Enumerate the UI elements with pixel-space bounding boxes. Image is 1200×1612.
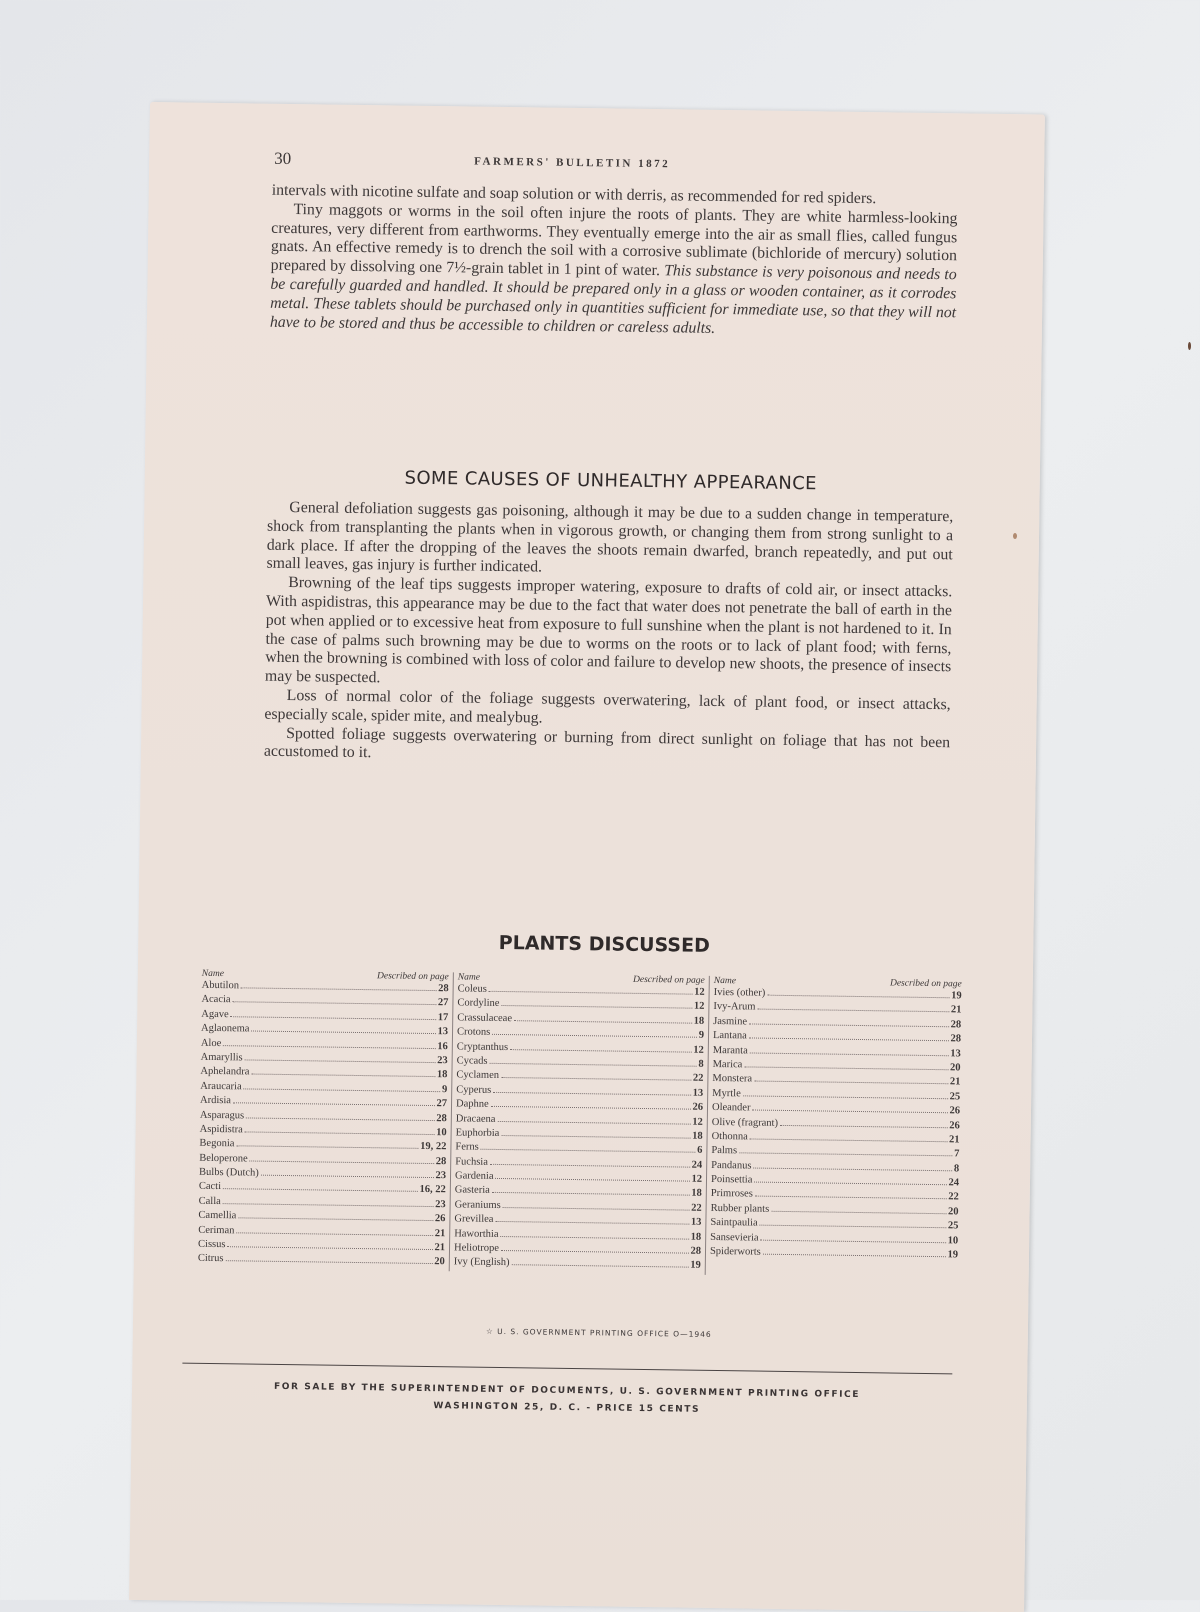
plant-name: Aloe — [200, 1037, 222, 1049]
page-ref: 28 — [436, 1112, 447, 1124]
page-ref: 26 — [434, 1213, 446, 1225]
leader-dots — [760, 1225, 946, 1229]
page-ref: 18 — [691, 1188, 702, 1200]
plant-name: Lantana — [712, 1030, 747, 1042]
page-ref: 16, 22 — [419, 1184, 446, 1196]
leader-dots — [501, 1236, 689, 1240]
leader-dots — [510, 1049, 691, 1053]
page-ref: 26 — [949, 1105, 961, 1117]
plant-name: Crassulaceae — [457, 1012, 513, 1024]
page-ref: 12 — [693, 1044, 704, 1056]
plant-name: Euphorbia — [455, 1127, 500, 1139]
plant-name: Poinsettia — [710, 1174, 753, 1186]
intro-paragraph: intervals with nicotine sulfate and soap solution or with derris, as recommended for red spiders. — [271, 181, 877, 208]
page-ref: 7 — [954, 1148, 960, 1160]
plant-name: Spiderworts — [709, 1245, 761, 1258]
plant-name: Beloperone — [199, 1152, 248, 1165]
leader-dots — [495, 1178, 689, 1182]
page-ref: 23 — [435, 1170, 447, 1182]
plant-name: Calla — [198, 1195, 221, 1207]
plant-name: Cyperus — [456, 1084, 492, 1096]
leader-dots — [223, 1203, 433, 1207]
plant-name: Agave — [201, 1008, 229, 1020]
page-ref: 23 — [435, 1198, 446, 1211]
leader-dots — [501, 1135, 690, 1139]
plant-name: Ceriman — [198, 1224, 235, 1236]
leader-dots — [749, 1038, 949, 1042]
page-ref: 24 — [948, 1177, 960, 1189]
leader-dots — [225, 1261, 432, 1265]
leader-dots — [245, 1131, 434, 1135]
leader-dots — [501, 1005, 691, 1009]
name-column-label: Name — [201, 968, 225, 980]
leader-dots — [241, 987, 436, 991]
causes-paragraph: Browning of the leaf tips suggests improper watering, exposure to drafts of cold air, or insect attacks. With aspidistras, this appearance may be due to the fact that water does not penetrate the ball of earth in the pot when applied or to excessive heat from exposure to full sunshine when the plant is not hardened to it. In the case of palms such browning may be due to worms on the roots or to lack of plant food; with ferns, when the browning is combined with loss of color and failure to develop new shoots, the presence of insects may be suspected. — [264, 574, 953, 687]
leader-dots — [261, 1175, 434, 1178]
leader-dots — [771, 1211, 946, 1214]
leader-dots — [780, 1124, 947, 1127]
leader-dots — [763, 1254, 946, 1258]
page-ref: 21 — [949, 1076, 961, 1088]
page-ref: 26 — [692, 1101, 704, 1113]
plant-name: Haworthia — [454, 1227, 499, 1240]
plant-name: Heliotrope — [453, 1242, 500, 1255]
index-entry — [454, 1257, 701, 1275]
sale-line-2: WASHINGTON 25, D. C. - PRICE 15 CENTS — [433, 1401, 701, 1415]
page-ref: 10 — [947, 1234, 959, 1247]
leader-dots — [250, 1160, 434, 1164]
index-column — [706, 976, 966, 1278]
leader-dots — [761, 1239, 946, 1243]
leader-dots — [233, 1102, 435, 1106]
page-ref: 27 — [437, 997, 449, 1009]
leader-dots — [245, 1059, 435, 1063]
leader-dots — [501, 1077, 691, 1081]
leader-dots — [514, 1020, 692, 1023]
leader-dots — [244, 1088, 440, 1092]
plant-name: Camellia — [198, 1210, 237, 1222]
page-ref: 23 — [437, 1055, 448, 1067]
leader-dots — [503, 1207, 689, 1211]
leader-dots — [754, 1182, 946, 1186]
page-ref: 28 — [438, 983, 449, 995]
page-ref: 28 — [435, 1155, 447, 1167]
plant-name: Araucaria — [200, 1080, 242, 1093]
page-ref: 18 — [693, 1015, 705, 1027]
paper-speck — [1188, 342, 1191, 350]
plant-name: Abutilon — [201, 979, 240, 992]
plant-name: Begonia — [199, 1138, 235, 1150]
page-ref: 19 — [951, 990, 962, 1002]
plant-name: Acacia — [201, 994, 231, 1006]
running-head: FARMERS' BULLETIN 1872 — [474, 155, 671, 171]
plant-name: Aphelandra — [200, 1066, 250, 1078]
causes-paragraph: Loss of normal color of the foliage suggests overwatering, lack of plant food, or insect attacks, especially scale, spider mite, and mealybug. — [264, 686, 951, 727]
page-ref: 19 — [690, 1260, 701, 1272]
leader-dots — [752, 1110, 947, 1114]
page-ref: 18 — [692, 1130, 703, 1142]
poison-warning: This substance is very poisonous and needs to be carefully guarded and handled. It should be prepared only in a glass or wooden container, as it corrodes metal. These tablets should be purchased only in quantities sufficient for immediate use, so that they will not have to be stored and thus be accessible to children or careless adults. — [269, 262, 957, 337]
plant-name: Gardenia — [454, 1170, 494, 1182]
plants-heading: PLANTS DISCUSSED — [498, 931, 710, 957]
page-column-label: Described on page — [632, 974, 705, 986]
leader-dots — [246, 1117, 434, 1121]
page-column-label: Described on page — [376, 971, 449, 983]
leader-dots — [223, 1045, 435, 1049]
plant-name: Grevillea — [454, 1213, 494, 1226]
plant-name: Othonna — [711, 1130, 748, 1143]
plant-name: Oleander — [711, 1102, 751, 1114]
plant-name: Aspidistra — [199, 1123, 243, 1136]
index-column — [194, 969, 454, 1271]
sale-line-1: FOR SALE BY THE SUPERINTENDENT OF DOCUMENTS, U. S. GOVERNMENT PRINTING OFFICE — [273, 1381, 861, 1401]
page-ref: 19, 22 — [420, 1141, 447, 1153]
plant-name: Fuchsia — [455, 1156, 488, 1168]
leader-dots — [481, 1149, 695, 1153]
plant-name: Asparagus — [199, 1109, 245, 1121]
sale-notice — [182, 1378, 952, 1423]
page-ref: 20 — [948, 1206, 959, 1218]
page-ref: 13 — [690, 1216, 702, 1229]
causes-paragraph: General defoliation suggests gas poisoning, although it may be due to a sudden change in temperature, shock from transplanting the plants when in vigorous growth, or changing them from strong sunlight to a dark place. If after the dropping of the leaves the shoots remain dwarfed, branch repeatedly, and put out small leaves, gas injury is further indicated. — [266, 498, 954, 576]
index-entry — [198, 1253, 445, 1271]
plant-name: Monstera — [712, 1073, 753, 1085]
leader-dots — [495, 1221, 688, 1225]
plant-name: Rubber plants — [710, 1202, 770, 1215]
page-ref: 22 — [692, 1073, 704, 1085]
page-ref: 26 — [949, 1119, 960, 1131]
index-column — [450, 972, 710, 1274]
page-ref: 25 — [949, 1090, 961, 1103]
leader-dots — [492, 1192, 690, 1196]
causes-text — [264, 499, 954, 772]
page-ref: 21 — [434, 1227, 446, 1239]
plant-name: Cacti — [198, 1181, 222, 1193]
plant-name: Ardisia — [199, 1094, 232, 1107]
plant-name: Gasteria — [454, 1184, 490, 1197]
plant-name: Jasmine — [713, 1015, 748, 1028]
index-entry — [710, 1246, 958, 1264]
page-ref: 12 — [693, 1001, 705, 1013]
leader-dots — [757, 1009, 948, 1013]
page-ref: 12 — [692, 1116, 703, 1128]
page-ref: 21 — [949, 1134, 960, 1146]
leader-dots — [755, 1196, 946, 1200]
leader-dots — [251, 1031, 435, 1035]
leader-dots — [489, 991, 692, 995]
page-ref: 22 — [948, 1191, 959, 1203]
leader-dots — [501, 1250, 689, 1254]
page-ref: 24 — [691, 1159, 703, 1171]
page-ref: 10 — [436, 1127, 447, 1139]
page-ref: 18 — [436, 1069, 448, 1081]
page-ref: 28 — [950, 1019, 962, 1031]
plant-name: Coleus — [457, 983, 487, 995]
page-ref: 28 — [950, 1033, 962, 1045]
page-ref: 18 — [690, 1231, 702, 1243]
leader-dots — [223, 1189, 418, 1193]
page-ref: 20 — [434, 1256, 445, 1268]
plant-name: Saintpaulia — [710, 1217, 758, 1229]
leader-dots — [492, 1034, 696, 1038]
page-ref: 27 — [436, 1098, 448, 1110]
footer-rule — [182, 1363, 952, 1375]
page-column-label: Described on page — [889, 978, 962, 990]
plant-name: Sansevieria — [710, 1231, 759, 1244]
plant-name: Ivy-Arum — [713, 1001, 756, 1013]
paper-speck — [1013, 533, 1017, 539]
leader-dots — [236, 1146, 418, 1150]
leader-dots — [754, 1081, 948, 1085]
fungus-gnat-paragraph — [270, 201, 958, 342]
bulletin-page — [129, 102, 1045, 1612]
leader-dots — [749, 1023, 949, 1027]
leader-dots — [739, 1153, 952, 1157]
plants-index — [194, 969, 968, 1279]
leader-dots — [744, 1066, 948, 1070]
leader-dots — [238, 1218, 433, 1222]
name-column-label: Name — [713, 975, 737, 987]
plant-name: Ferns — [455, 1141, 479, 1153]
fungus-gnat-text: Tiny maggots or worms in the soil often injure the roots of plants. They are white harmless-looking creatures, very different from earthworms. They eventually emerge into the air as small flies, called fungus gnats. An effective remedy is to drench the soil with a corrosive sublimate (bichloride of mercury) solution prepared by dissolving one 7½-grain tablet in 1 pint of water. — [270, 200, 958, 280]
leader-dots — [227, 1246, 432, 1250]
plant-name: Dracaena — [455, 1112, 496, 1125]
plant-name: Ivy (English) — [453, 1256, 510, 1269]
intro-text — [270, 182, 958, 342]
leader-dots — [753, 1167, 951, 1171]
page-ref: 13 — [692, 1087, 704, 1099]
leader-dots — [490, 1164, 690, 1168]
leader-dots — [750, 1138, 947, 1142]
causes-heading: SOME CAUSES OF UNHEALTHY APPEARANCE — [404, 467, 818, 495]
plant-name: Ivies (other) — [713, 986, 766, 999]
plant-name: Aglaonema — [200, 1022, 250, 1035]
leader-dots — [493, 1092, 690, 1096]
page-ref: 17 — [437, 1011, 449, 1024]
plant-name: Cissus — [197, 1238, 226, 1251]
leader-dots — [236, 1232, 432, 1236]
plant-name: Cryptanthus — [456, 1040, 509, 1053]
plant-name: Cyclamen — [456, 1069, 500, 1082]
page-ref: 13 — [950, 1047, 961, 1059]
page-ref: 8 — [698, 1058, 704, 1070]
plant-name: Crotons — [456, 1026, 491, 1039]
plant-name: Cycads — [456, 1055, 488, 1067]
page-ref: 21 — [434, 1242, 446, 1254]
leader-dots — [251, 1074, 435, 1078]
plant-name: Myrtle — [712, 1087, 741, 1100]
page-ref: 9 — [441, 1083, 448, 1095]
printing-office-imprint: ☆ U. S. GOVERNMENT PRINTING OFFICE O—1946 — [485, 1326, 712, 1339]
leader-dots — [490, 1063, 697, 1067]
page-ref: 22 — [691, 1202, 702, 1214]
leader-dots — [497, 1120, 690, 1124]
plant-name: Primroses — [710, 1188, 753, 1200]
leader-dots — [743, 1095, 948, 1099]
plant-name: Pandanus — [711, 1159, 752, 1172]
page-ref: 28 — [690, 1245, 702, 1257]
leader-dots — [491, 1106, 691, 1110]
leader-dots — [231, 1016, 436, 1020]
plant-name: Citrus — [197, 1253, 224, 1265]
page-ref: 12 — [691, 1173, 703, 1185]
page-ref: 19 — [947, 1249, 959, 1261]
plant-name: Palms — [711, 1145, 738, 1157]
plant-name: Amaryllis — [200, 1051, 243, 1064]
page-number: 30 — [274, 148, 292, 168]
name-column-label: Name — [457, 972, 481, 983]
leader-dots — [750, 1052, 949, 1056]
plant-name: Geraniums — [454, 1199, 501, 1211]
page-ref: 9 — [698, 1029, 705, 1041]
page-header — [274, 149, 954, 180]
plant-name: Bulbs (Dutch) — [198, 1166, 259, 1179]
plant-name: Maranta — [712, 1044, 748, 1057]
page-ref: 25 — [947, 1220, 959, 1232]
page-ref: 6 — [697, 1145, 703, 1157]
leader-dots — [233, 1002, 436, 1006]
plant-name: Cordyline — [457, 997, 500, 1010]
page-ref: 13 — [437, 1026, 449, 1038]
causes-paragraph: Spotted foliage suggests overwatering or burning from direct sunlight on foliage that has not been accustomed to it. — [263, 724, 951, 762]
plant-name: Marica — [712, 1058, 743, 1071]
page-ref: 12 — [694, 986, 705, 998]
plant-name: Olive (fragrant) — [711, 1116, 779, 1129]
plant-name: Daphne — [455, 1098, 489, 1110]
page-ref: 21 — [950, 1004, 962, 1016]
page-ref: 8 — [953, 1163, 960, 1175]
page-ref: 16 — [437, 1040, 448, 1052]
leader-dots — [767, 995, 949, 999]
leader-dots — [511, 1265, 688, 1268]
page-ref: 20 — [950, 1062, 961, 1074]
